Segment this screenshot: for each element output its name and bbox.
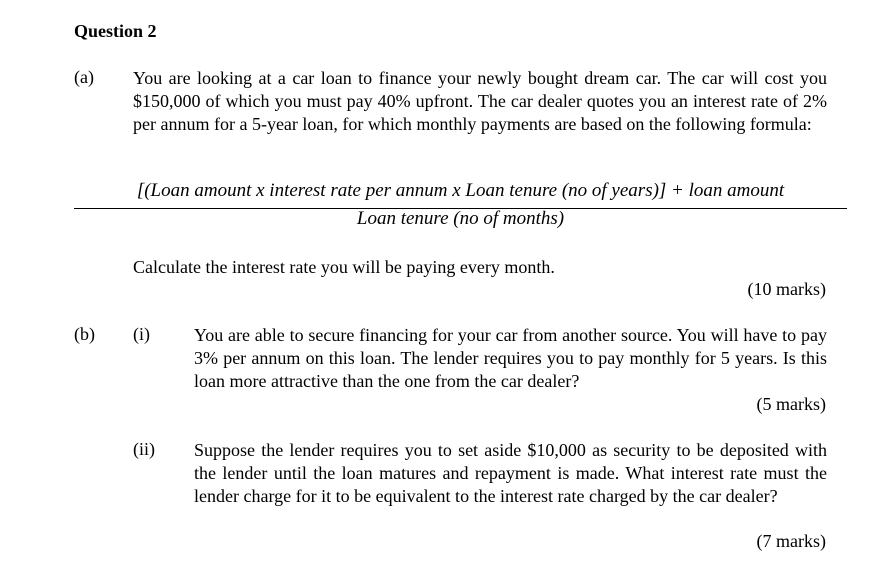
part-b-ii-marks: (7 marks) <box>756 531 826 551</box>
part-a-instruction: Calculate the interest rate you will be paying every month. <box>133 257 555 277</box>
formula-denominator: Loan tenure (no of months) <box>356 208 565 229</box>
part-a-text: You are looking at a car loan to finance your newly bought dream car. The car will cost you $150,000 of which you must pay 40% upfront. The car dealer quotes you an interest rate of 2% per annum for a 5-year loan, for which monthly payments are based on the following formula: <box>133 68 827 134</box>
question-title: Question 2 <box>74 21 157 41</box>
part-a-label: (a) <box>74 67 94 87</box>
formula-numerator: [(Loan amount x interest rate per annum x Loan tenure (no of years)] + loan amount <box>136 180 785 201</box>
part-b-ii-text: Suppose the lender requires you to set aside $10,000 as security to be deposited with the lender until the loan matures and repayment is made. What interest rate must the lender charge for it to be equivalent to the interest rate charged by the car dealer? <box>194 440 827 506</box>
part-b-i-label: (i) <box>133 324 150 344</box>
part-b-i-marks: (5 marks) <box>756 394 826 414</box>
part-b-i-text: You are able to secure financing for your car from another source. You will have to pay 3% per annum on this loan. The lender requires you to pay monthly for 5 years. Is this loan more attractive than the one from the car dealer? <box>194 325 827 391</box>
part-b-ii-label: (ii) <box>133 439 155 459</box>
part-a-marks: (10 marks) <box>747 279 826 299</box>
part-b-label: (b) <box>74 324 95 344</box>
